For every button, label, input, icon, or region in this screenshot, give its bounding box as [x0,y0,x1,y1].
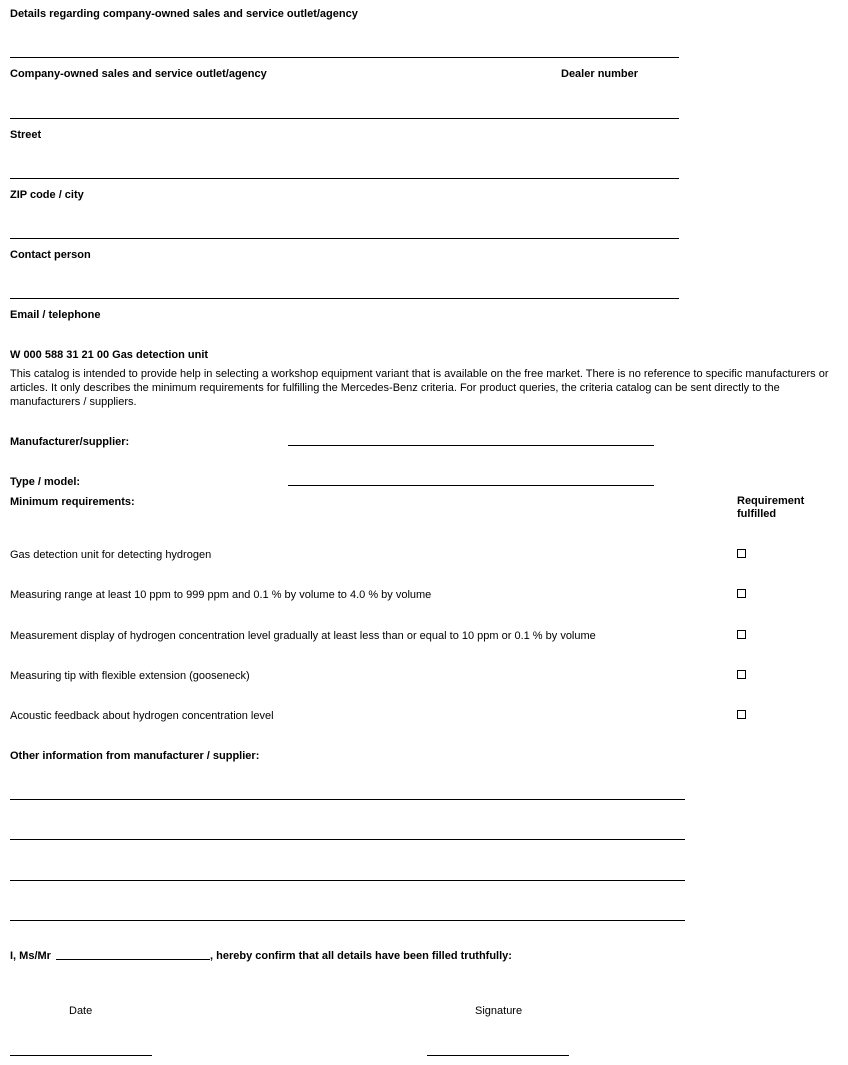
other-info-heading: Other information from manufacturer / supplier: [10,750,260,762]
dealer-number-label: Dealer number [561,68,639,80]
zip-city-input-line[interactable] [10,178,679,179]
product-heading: W 000 588 31 21 00 Gas detection unit [10,349,209,361]
email-telephone-label: Email / telephone [10,309,101,321]
requirement-item: Gas detection unit for detecting hydrogen [10,549,212,561]
other-info-line[interactable] [10,880,685,881]
confirmation-suffix: , hereby confirm that all details have been filled truthfully: [210,950,512,962]
name-input-line[interactable] [56,959,210,960]
requirement-checkbox[interactable] [737,549,746,558]
requirement-checkbox[interactable] [737,710,746,719]
requirement-checkbox[interactable] [737,589,746,598]
other-info-line[interactable] [10,920,685,921]
date-input-line[interactable] [10,1055,152,1056]
other-info-line[interactable] [10,839,685,840]
type-model-input-line[interactable] [288,485,654,486]
confirmation-prefix: I, Ms/Mr [10,950,51,962]
signature-input-line[interactable] [427,1055,569,1056]
outlet-label: Company-owned sales and service outlet/agency [10,68,267,80]
signature-label: Signature [475,1005,523,1017]
requirement-checkbox[interactable] [737,670,746,679]
manufacturer-input-line[interactable] [288,445,654,446]
email-telephone-input-line[interactable] [10,298,679,299]
contact-person-input-line[interactable] [10,238,679,239]
requirement-item: Measuring tip with flexible extension (gooseneck) [10,670,250,682]
type-model-label: Type / model: [10,476,81,488]
date-label: Date [69,1005,93,1017]
requirement-fulfilled-header: Requirement fulfilled [737,495,805,520]
street-input-line[interactable] [10,118,679,119]
requirement-item: Measurement display of hydrogen concentration level gradually at least less than or equal to 10 ppm or 0.1 % by volume [10,630,596,642]
product-description: This catalog is intended to provide help in selecting a workshop equipment variant that is available on the free market. There is no reference to specific manufacturers or articles. It only describes the minimum requirements for fulfilling the Mercedes-Benz criteria. For product queries, the criteria catalog can be sent directly to the manufacturers / suppliers. [10,368,829,408]
requirement-checkbox[interactable] [737,630,746,639]
requirement-item: Measuring range at least 10 ppm to 999 ppm and 0.1 % by volume to 4.0 % by volume [10,589,432,601]
requirements-heading: Minimum requirements: [10,496,135,508]
page-title: Details regarding company-owned sales and service outlet/agency [10,8,358,20]
other-info-line[interactable] [10,799,685,800]
street-label: Street [10,129,42,141]
requirement-item: Acoustic feedback about hydrogen concentration level [10,710,274,722]
outlet-input-line[interactable] [10,57,679,58]
contact-person-label: Contact person [10,249,91,261]
manufacturer-label: Manufacturer/supplier: [10,436,130,448]
zip-city-label: ZIP code / city [10,189,84,201]
